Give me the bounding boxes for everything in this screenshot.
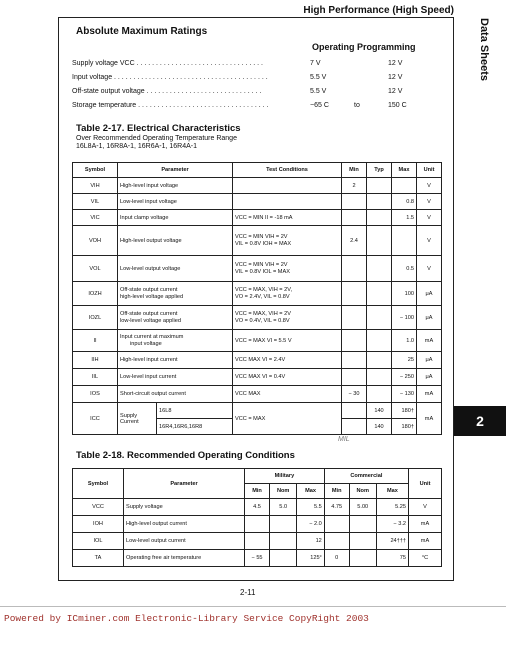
col-header-military: Military [245, 469, 325, 484]
min-cell: 2 [342, 178, 367, 194]
amr-row [72, 74, 452, 86]
unit-cell: mA [417, 330, 442, 352]
footer-divider [0, 606, 506, 607]
parameter-line: Off-state output current [120, 286, 178, 293]
min-cell [342, 282, 367, 306]
unit-cell: °C [409, 550, 442, 567]
typ-cell [367, 178, 392, 194]
mil-max-cell: 5.5 [297, 499, 325, 516]
mil-min-cell [245, 516, 270, 533]
typ-cell [367, 369, 392, 386]
col-header-commercial: Commercial [324, 469, 408, 484]
typ-cell [367, 352, 392, 369]
com-max-cell: 5.25 [376, 499, 408, 516]
condition-cell [233, 306, 342, 330]
table-row [73, 178, 442, 194]
condition-line: VCC = MIN VIH = 2V [235, 233, 288, 240]
table-row [73, 210, 442, 226]
operating-programming-title: Operating Programming [312, 42, 416, 52]
condition-cell [233, 226, 342, 256]
condition-cell: VCC MAX [233, 386, 342, 403]
col-header: Symbol [73, 469, 124, 499]
parameter-cell: Low-level output voltage [118, 256, 233, 282]
col-header: Min [324, 484, 349, 499]
col-header: Parameter [118, 163, 233, 178]
mil-min-cell: 4.5 [245, 499, 270, 516]
table-2-17-subtitle: Over Recommended Operating Temperature Range [76, 135, 237, 142]
condition-cell: VCC MAX VI = 0.4V [233, 369, 342, 386]
com-max-cell: 75 [376, 550, 408, 567]
table-row [73, 330, 442, 352]
unit-cell: V [417, 210, 442, 226]
table-2-17-devices: 16L8A-1, 16R8A-1, 16R6A-1, 16R4A-1 [76, 143, 198, 150]
parameter-cell: Short-circuit output current [118, 386, 233, 403]
amr-row [72, 102, 452, 114]
table-row [73, 516, 442, 533]
com-min-cell [324, 533, 349, 550]
mil-nom-cell [270, 533, 297, 550]
mil-max-cell: 12 [297, 533, 325, 550]
max-cell: 100 [392, 282, 417, 306]
table-row [73, 306, 442, 330]
amr-value: 5.5 V [310, 88, 327, 95]
amr-prog-value: 12 V [388, 88, 403, 95]
com-nom-cell [349, 533, 376, 550]
symbol-cell: VIL [73, 194, 118, 210]
unit-cell: V [409, 499, 442, 516]
parameter-line: low-level voltage applied [120, 317, 181, 324]
max-cell [392, 178, 417, 194]
com-nom-cell [349, 516, 376, 533]
col-header: Nom [349, 484, 376, 499]
parameter-cell: Supply Current [118, 403, 157, 435]
symbol-cell: VOH [73, 226, 118, 256]
unit-cell: μA [417, 369, 442, 386]
symbol-cell: IOS [73, 386, 118, 403]
condition-line: VO = 0.4V, VIL = 0.8V [235, 317, 290, 324]
parameter-cell [118, 330, 233, 352]
com-nom-cell [349, 550, 376, 567]
mil-nom-cell [270, 550, 297, 567]
max-cell [392, 226, 417, 256]
side-tab-label: Data Sheets [478, 18, 490, 81]
amr-row [72, 88, 452, 100]
min-cell [342, 352, 367, 369]
table-row [73, 256, 442, 282]
col-header: Max [376, 484, 408, 499]
typ-cell [367, 210, 392, 226]
symbol-cell: II [73, 330, 118, 352]
min-cell: 2.4 [342, 226, 367, 256]
parameter-line: Off-state output current [120, 310, 178, 317]
unit-cell: μA [417, 306, 442, 330]
table-row [73, 194, 442, 210]
min-cell [342, 330, 367, 352]
amr-prog-value: 12 V [388, 60, 403, 67]
com-max-cell: − 3.2 [376, 516, 408, 533]
amr-prog-value: 12 V [388, 74, 403, 81]
table-row [73, 352, 442, 369]
min-cell [342, 403, 367, 419]
typ-cell [367, 386, 392, 403]
col-header: Max [297, 484, 325, 499]
table-row [73, 403, 442, 419]
typ-cell [367, 306, 392, 330]
symbol-cell: VIH [73, 178, 118, 194]
condition-line: VIL = 0.8V IOH = MAX [235, 240, 292, 247]
footer-copyright: Powered by ICminer.com Electronic-Library Service CopyRight 2003 [4, 613, 369, 624]
unit-cell: mA [417, 386, 442, 403]
com-nom-cell: 5.00 [349, 499, 376, 516]
parameter-cell: High-level output current [124, 516, 245, 533]
amr-label: Storage temperature . . . . . . . . . . . . . . . . . . . . . . . . . . . . . . . . . . [72, 102, 269, 109]
unit-cell: V [417, 256, 442, 282]
unit-cell: μA [417, 352, 442, 369]
table-row [73, 226, 442, 256]
amr-prog-value: 150 C [388, 102, 407, 109]
symbol-cell: ICC [73, 403, 118, 435]
amr-value: −65 C [310, 102, 329, 109]
symbol-cell: VOL [73, 256, 118, 282]
amr-label: Input voltage . . . . . . . . . . . . . . . . . . . . . . . . . . . . . . . . . . . . . . . . [72, 74, 268, 81]
com-max-cell: 24††† [376, 533, 408, 550]
parameter-cell: Supply voltage [124, 499, 245, 516]
col-header: Symbol [73, 163, 118, 178]
symbol-cell: TA [73, 550, 124, 567]
amr-value: 7 V [310, 60, 321, 67]
parameter-cell: High-level input voltage [118, 178, 233, 194]
mil-min-cell: − 55 [245, 550, 270, 567]
col-header: Max [392, 163, 417, 178]
condition-cell [233, 194, 342, 210]
side-tab [478, 18, 500, 88]
symbol-cell: IOZL [73, 306, 118, 330]
min-cell [342, 194, 367, 210]
typ-cell [367, 330, 392, 352]
handwritten-annotation: MIL [338, 436, 350, 443]
col-header: Min [245, 484, 270, 499]
amr-label: Supply voltage VCC . . . . . . . . . . . . . . . . . . . . . . . . . . . . . . . . . [72, 60, 264, 67]
table-header-row [73, 163, 442, 178]
symbol-cell: IIL [73, 369, 118, 386]
min-cell [342, 306, 367, 330]
condition-line: VCC = MAX, VIH = 2V, [235, 286, 292, 293]
typ-cell [367, 226, 392, 256]
max-cell: 180† [392, 419, 417, 435]
symbol-cell: IOL [73, 533, 124, 550]
typ-cell [367, 282, 392, 306]
amr-value: 5.5 V [310, 74, 327, 81]
max-cell: − 130 [392, 386, 417, 403]
unit-cell: V [417, 194, 442, 210]
amr-to: to [354, 102, 360, 109]
table-2-18-title: Table 2-18. Recommended Operating Conditions [76, 450, 295, 461]
table-row [73, 550, 442, 567]
min-cell: − 30 [342, 386, 367, 403]
col-header: Test Conditions [233, 163, 342, 178]
symbol-cell: VIC [73, 210, 118, 226]
unit-cell: V [417, 226, 442, 256]
symbol-cell: VCC [73, 499, 124, 516]
typ-cell: 140 [367, 419, 392, 435]
condition-line: VO = 2.4V, VIL = 0.8V [235, 293, 290, 300]
col-header: Min [342, 163, 367, 178]
min-cell [342, 256, 367, 282]
min-cell [342, 419, 367, 435]
mil-min-cell [245, 533, 270, 550]
parameter-cell [118, 306, 233, 330]
max-cell: 0.8 [392, 194, 417, 210]
com-min-cell [324, 516, 349, 533]
parameter-cell: Low-level output current [124, 533, 245, 550]
condition-cell: VCC = MAX [233, 403, 342, 435]
table-row [73, 282, 442, 306]
col-header: Parameter [124, 469, 245, 499]
amr-label: Off-state output voltage . . . . . . . . . . . . . . . . . . . . . . . . . . . . . . [72, 88, 262, 95]
recommended-operating-conditions-table [72, 468, 442, 567]
condition-cell: VCC = MIN II = -18 mA [233, 210, 342, 226]
parameter-cell: Operating free air temperature [124, 550, 245, 567]
max-cell: 25 [392, 352, 417, 369]
condition-cell: VCC MAX VI = 2.4V [233, 352, 342, 369]
parameter-line: input voltage [130, 340, 162, 347]
unit-cell: mA [417, 403, 442, 435]
parameter-line: high-level voltage applied [120, 293, 184, 300]
col-header: Unit [409, 469, 442, 499]
unit-cell: μA [417, 282, 442, 306]
mil-nom-cell: 5.0 [270, 499, 297, 516]
condition-cell [233, 282, 342, 306]
electrical-characteristics-table [72, 162, 442, 435]
condition-line: VIL = 0.8V IOL = MAX [235, 268, 290, 275]
max-cell: 1.0 [392, 330, 417, 352]
unit-cell: mA [409, 533, 442, 550]
parameter-line: Input current at maximum [120, 333, 184, 340]
parameter-cell: High-level output voltage [118, 226, 233, 256]
max-cell: − 100 [392, 306, 417, 330]
parameter-cell: Low-level input voltage [118, 194, 233, 210]
typ-cell: 140 [367, 403, 392, 419]
typ-cell [367, 194, 392, 210]
parameter-cell: High-level input current [118, 352, 233, 369]
device-cell: 16R4,16R6,16R8 [157, 419, 233, 435]
table-row [73, 386, 442, 403]
condition-line: VCC = MIN VIH = 2V [235, 261, 288, 268]
mil-nom-cell [270, 516, 297, 533]
com-min-cell: 4.75 [324, 499, 349, 516]
typ-cell [367, 256, 392, 282]
table-row [73, 533, 442, 550]
unit-cell: mA [409, 516, 442, 533]
parameter-cell [118, 282, 233, 306]
col-header: Unit [417, 163, 442, 178]
unit-cell: V [417, 178, 442, 194]
max-cell: 0.5 [392, 256, 417, 282]
condition-cell [233, 178, 342, 194]
parameter-cell: Input clamp voltage [118, 210, 233, 226]
condition-cell: VCC = MAX VI = 5.5 V [233, 330, 342, 352]
min-cell [342, 210, 367, 226]
max-cell: 180† [392, 403, 417, 419]
condition-cell [233, 256, 342, 282]
device-cell: 16L8 [157, 403, 233, 419]
mil-max-cell: 125° [297, 550, 325, 567]
condition-line: VCC = MAX, VIH = 2V [235, 310, 291, 317]
parameter-cell: Low-level input current [118, 369, 233, 386]
page-number: 2-11 [240, 588, 256, 597]
table-row [73, 369, 442, 386]
min-cell [342, 369, 367, 386]
col-header: Typ [367, 163, 392, 178]
table-header-row [73, 469, 442, 484]
section-badge: 2 [454, 406, 506, 436]
max-cell: − 250 [392, 369, 417, 386]
max-cell: 1.5 [392, 210, 417, 226]
amr-row [72, 60, 452, 72]
mil-max-cell: − 2.0 [297, 516, 325, 533]
amr-title: Absolute Maximum Ratings [76, 26, 208, 37]
page-header-title: High Performance (High Speed) [303, 5, 454, 16]
table-2-17-title: Table 2-17. Electrical Characteristics [76, 123, 241, 134]
table-row [73, 499, 442, 516]
symbol-cell: IIH [73, 352, 118, 369]
com-min-cell: 0 [324, 550, 349, 567]
col-header: Nom [270, 484, 297, 499]
symbol-cell: IOZH [73, 282, 118, 306]
symbol-cell: IOH [73, 516, 124, 533]
